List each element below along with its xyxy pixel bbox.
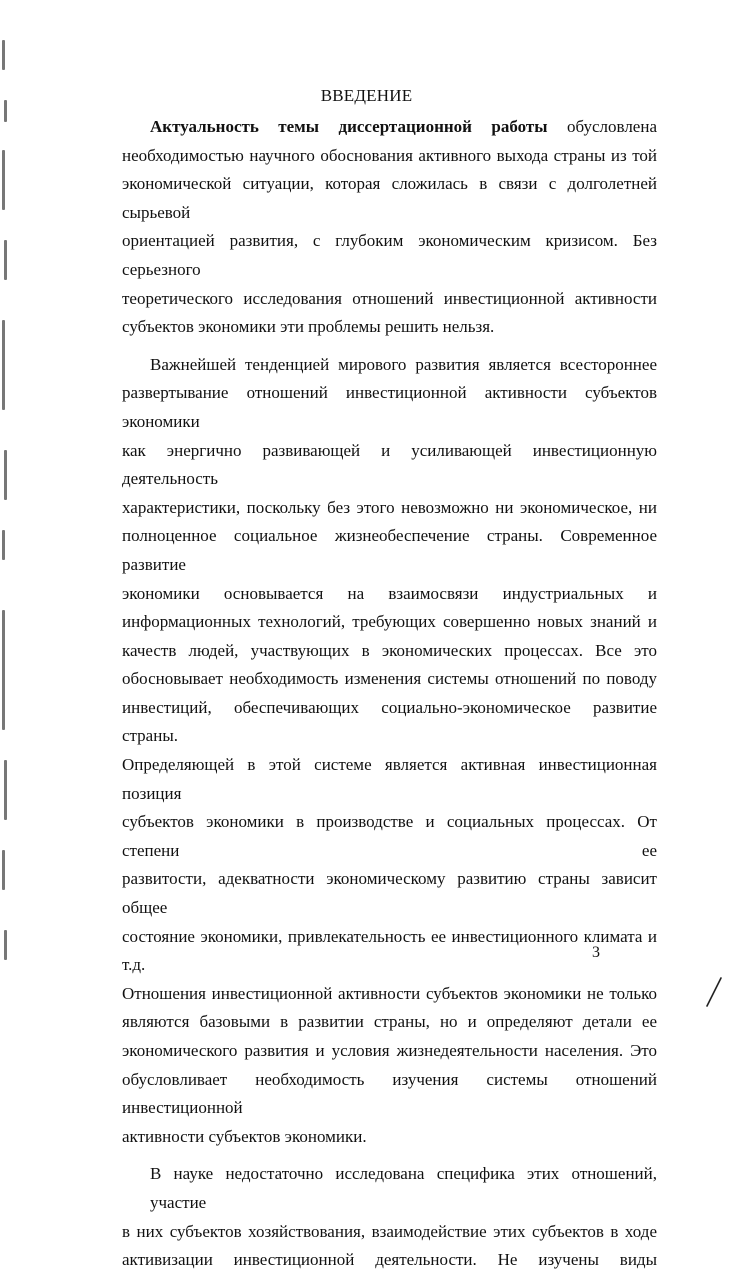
text-line: экономического развития и условия жизнедеятельности населения. Это — [122, 1041, 657, 1060]
section-title: ВВЕДЕНИЕ — [320, 86, 413, 105]
text-line: экономики основывается на взаимосвязи индустриальных и — [122, 583, 657, 603]
paragraph-2 — [122, 351, 657, 1152]
text-line: в них субъектов хозяйствования, взаимодействие этих субъектов в ходе — [122, 1221, 657, 1241]
text-line: полноценное социальное жизнеобеспечение страны. Современное развитие — [122, 526, 657, 574]
paragraph-1 — [122, 113, 657, 342]
text-line: теоретического исследования отношений инвестиционной активности — [122, 288, 657, 308]
text-line: состояние экономики, привлекательность ее инвестиционного климата и т.д. — [122, 926, 657, 975]
body-text — [122, 113, 657, 1275]
text-line: инвестиций, обеспечивающих социально-экономическое развитие страны. — [122, 697, 657, 746]
text-line: Определяющей в этой системе является активная инвестиционная позиция — [122, 755, 657, 803]
page-number: 3 — [592, 944, 600, 961]
text-line: как энергично развивающей и усиливающей инвестиционную деятельность — [122, 440, 657, 489]
text-line: развертывание отношений инвестиционной активности субъектов экономики — [122, 383, 657, 431]
text-line: Отношения инвестиционной активности субъектов экономики не только — [122, 983, 657, 1003]
text-line: ориентацией развития, с глубоким экономическим кризисом. Без серьезного — [122, 231, 657, 279]
text-line: развитости, адекватности экономическому развитию страны зависит общее — [122, 869, 657, 918]
text-line: являются базовыми в развитии страны, но и определяют детали ее — [122, 1012, 657, 1032]
text-line: характеристики, поскольку без этого невозможно ни экономическое, ни — [122, 497, 657, 517]
paragraph-3 — [122, 1160, 657, 1274]
pen-stroke-mark — [703, 976, 725, 1008]
text-line: субъектов экономики в производстве и социальных процессах. От степени ее — [122, 812, 657, 860]
text-line: Актуальность темы диссертационной работы обусловлена — [150, 117, 657, 136]
lead-phrase: Актуальность темы диссертационной работы — [150, 117, 548, 136]
text-line: В науке недостаточно исследована специфика этих отношений, участие — [150, 1164, 657, 1212]
text-line: экономической ситуации, которая сложилась в связи с долголетней сырьевой — [122, 174, 657, 222]
text-line: качеств людей, участвующих в экономических процессах. Все это — [122, 640, 657, 660]
text-line: активизации инвестиционной деятельности. Не изучены виды — [122, 1250, 657, 1270]
text-line: информационных технологий, требующих совершенно новых знаний и — [122, 612, 657, 632]
scan-edge-artifacts — [2, 30, 10, 980]
text-line: обосновывает необходимость изменения системы отношений по поводу — [122, 669, 657, 689]
text-line: активности субъектов экономики. — [122, 1126, 367, 1146]
text-line: необходимостью научного обоснования активного выхода страны из той — [122, 145, 657, 165]
text-line: субъектов экономики эти проблемы решить нельзя. — [122, 317, 495, 337]
text-line: Важнейшей тенденцией мирового развития является всестороннее — [150, 354, 657, 374]
text-line: обусловливает необходимость изучения системы отношений инвестиционной — [122, 1069, 657, 1118]
